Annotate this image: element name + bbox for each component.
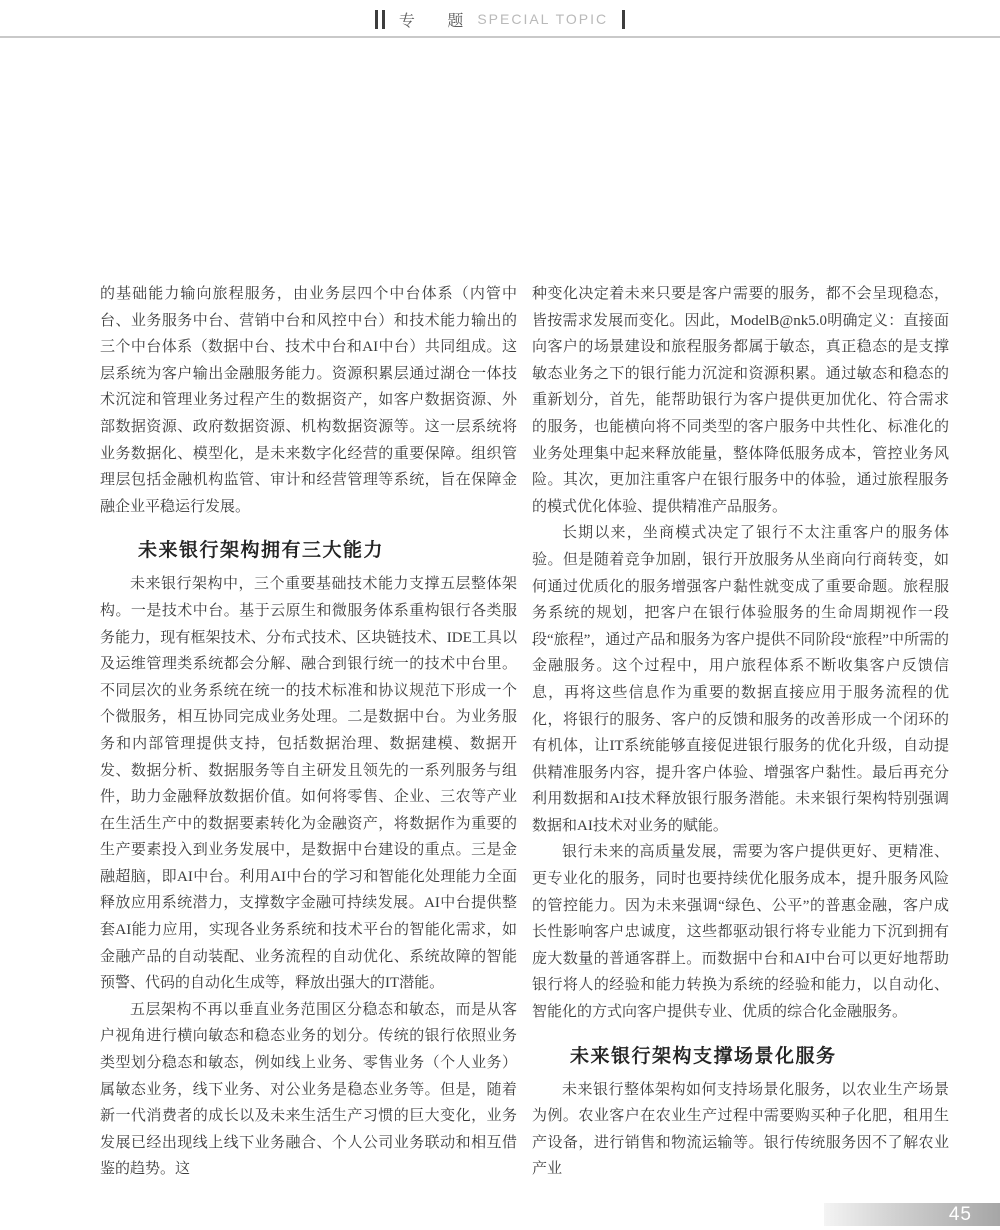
single-bar-icon bbox=[622, 10, 625, 29]
article-content bbox=[100, 281, 949, 1183]
paragraph-capabilities: 未来银行架构中，三个重要基础技术能力支撑五层整体架构。一是技术中台。基于云原生和微服务体系重构银行各类服务能力，现有框架技术、分布式技术、区块链技术、IDE工具以及运维管理类系统都会分解、融合到银行统一的技术中台里。不同层次的业务系统在统一的技术标准和协议规范下形成一个个微服务，相互协同完成业务处理。二是数据中台。为业务服务和内部管理提供支持，包括数据治理、数据建模、数据开发、数据分析、数据服务等自主研发且领先的一系列服务与组件，助力金融释放数据价值。如何将零售、企业、三农等产业在生活生产中的数据要素转化为金融资产，将数据作为重要的生产要素投入到业务发展中，是数据中台建设的重点。三是金融超脑，即AI中台。利用AI中台的学习和智能化处理能力全面释放应用系统潜力，支撑数字金融可持续发展。AI中台提供整套AI能力应用，实现各业务系统和技术平台的智能化需求，如金融产品的自动装配、业务流程的自动优化、系统故障的智能预警、代码的自动化生成等，释放出强大的IT潜能。 bbox=[100, 576, 517, 992]
double-bar-icon bbox=[375, 10, 385, 29]
header-topic-cn: 专 题 bbox=[398, 12, 478, 30]
left-column bbox=[100, 281, 517, 1183]
paragraph-scenario: 未来银行整体架构如何支持场景化服务，以农业生产场景为例。农业客户在农业生产过程中需要购买种子化肥，租用生产设备，进行销售和物流运输等。银行传统服务因不了解农业产业 bbox=[532, 1081, 949, 1178]
section-heading-scenario: 未来银行架构支撑场景化服务 bbox=[570, 1045, 837, 1067]
page-header bbox=[0, 6, 1000, 32]
right-column bbox=[532, 281, 949, 1183]
header-topic-en: SPECIAL TOPIC bbox=[477, 11, 609, 27]
paragraph-quality: 银行未来的高质量发展，需要为客户提供更好、更精准、更专业化的服务，同时也要持续优化服务成本，提升服务风险的管控能力。因为未来强调“绿色、公平”的普惠金融，客户成长性影响客户忠诚度，这些都驱动银行将专业能力下沉到拥有庞大数量的普通客群上。而数据中台和AI中台可以更好地帮助银行将人的经验和能力转换为系统的经验和能力，以自动化、智能化的方式向客户提供专业、优质的综合化金融服务。 bbox=[532, 844, 949, 1021]
paragraph-five-layer: 五层架构不再以垂直业务范围区分稳态和敏态，而是从客户视角进行横向敏态和稳态业务的划分。传统的银行依照业务类型划分稳态和敏态，例如线上业务、零售业务（个人业务）属敏态业务，线下业务、对公业务是稳态业务等。但是，随着新一代消费者的成长以及未来生活生产习惯的巨大变化，业务发展已经出现线上线下业务融合、个人公司业务联动和相互借鉴的趋势。这 bbox=[100, 1001, 517, 1178]
header-divider bbox=[0, 36, 1000, 38]
section-heading-capabilities: 未来银行架构拥有三大能力 bbox=[138, 540, 385, 562]
page-number: 45 bbox=[948, 1203, 972, 1225]
paragraph-intro-continuation: 的基础能力输向旅程服务，由业务层四个中台体系（内管中台、业务服务中台、营销中台和风控中台）和技术能力输出的三个中台体系（数据中台、技术中台和AI中台）共同组成。这层系统为客户输出金融服务能力。资源积累层通过湖仓一体技术沉淀和管理业务过程产生的数据资产，如客户数据资源、外部数据资源、政府数据资源、机构数据资源等。这一层系统将业务数据化、模型化，是未来数字化经营的重要保障。组织管理层包括金融机构监管、审计和经营管理等系统，旨在保障金融企业平稳运行发展。 bbox=[100, 286, 517, 515]
page-number-bar bbox=[824, 1203, 1000, 1226]
paragraph-change-continuation: 种变化决定着未来只要是客户需要的服务，都不会呈现稳态，皆按需求发展而变化。因此，ModelB@nk5.0明确定义：直接面向客户的场景建设和旅程服务都属于敏态，真正稳态的是支撑敏态业务之下的银行能力沉淀和资源积累。通过敏态和稳态的重新划分，首先，能帮助银行为客户提供更加优化、符合需求的服务，也能横向将不同类型的客户服务中共性化、标准化的业务处理集中起来释放能量，整体降低服务成本，管控业务风险。其次，更加注重客户在银行服务中的体验，通过旅程服务的模式优化体验、提供精准产品服务。 bbox=[532, 286, 949, 515]
paragraph-journey: 长期以来，坐商模式决定了银行不太注重客户的服务体验。但是随着竞争加剧，银行开放服务从坐商向行商转变，如何通过优质化的服务增强客户黏性就变成了重要命题。旅程服务系统的规划，把客户在银行体验服务的生命周期视作一段段“旅程”，通过产品和服务为客户提供不同阶段“旅程”中所需的金融服务。这个过程中，用户旅程体系不断收集客户反馈信息，再将这些信息作为重要的数据直接应用于服务流程的优化，将银行的服务、客户的反馈和服务的改善形成一个闭环的有机体，让IT系统能够直接促进银行服务的优化升级，自动提供精准服务内容，提升客户体验、增强客户黏性。最后再充分利用数据和AI技术释放银行服务潜能。未来银行架构特别强调数据和AI技术对业务的赋能。 bbox=[532, 525, 949, 834]
